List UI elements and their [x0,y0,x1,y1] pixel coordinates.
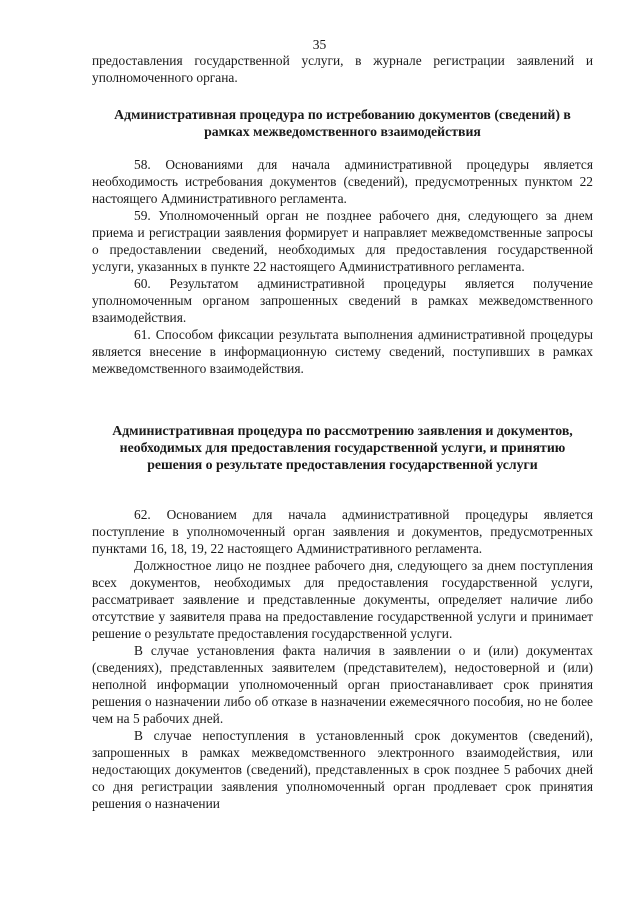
section-body-review [92,506,593,812]
paragraph-suspension: В случае установления факта наличия в заявлении о и (или) документах (сведениях), представленных заявителем (представителем), недостоверной и (или) неполной информации уполномоченный орган приостанавливает срок принятия решения о назначении либо об отказе в назначении ежемесячного пособия, но не более чем на 5 рабочих дней. [92,643,593,726]
paragraph-58: 58. Основаниями для начала административной процедуры является необходимость истребования документов (сведений), предусмотренных пунктом 22 настоящего Административного регламента. [92,157,593,206]
section-body-interagency [92,156,593,377]
section-heading-review: Административная процедура по рассмотрению заявления и документов, необходимых для предоставления государственной услуги, и принятию решения о результате предоставления государственной услуги [112,423,573,472]
intro-paragraph: предоставления государственной услуги, в журнале регистрации заявлений и уполномоченного органа. [92,53,593,85]
paragraph-extension: В случае непоступления в установленный срок документов (сведений), запрошенных в рамках межведомственного электронного взаимодействия, или недостающих документов (сведений), представленных в срок позднее 5 рабочих дней со дня регистрации заявления уполномоченный орган продлевает срок принятия решения о назначении [92,728,593,811]
section-heading-interagency: Административная процедура по истребованию документов (сведений) в рамках межведомственного взаимодействия [114,107,571,139]
paragraph-62: 62. Основанием для начала административной процедуры является поступление в уполномоченный орган заявления и документов, предусмотренных пунктами 16, 18, 19, 22 настоящего Административного регламента. [92,507,593,556]
paragraph-61: 61. Способом фиксации результата выполнения административной процедуры является внесение в информационную систему сведений, поступивших в рамках межведомственного взаимодействия. [92,327,593,376]
paragraph-official-review: Должностное лицо не позднее рабочего дня, следующего за днем поступления всех документов, необходимых для предоставления государственной услуги, рассматривает заявление и представленные документы, определяет наличие либо отсутствие у заявителя права на предоставление государственной услуги и принимает решение о результате предоставления государственной услуги. [92,558,593,641]
intro-block [92,52,593,86]
paragraph-59: 59. Уполномоченный орган не позднее рабочего дня, следующего за днем приема и регистрации заявления формирует и направляет межведомственные запросы о предоставлении сведений, необходимых для предоставления государственной услуги, указанных в пункте 22 настоящего Административного регламента. [92,208,593,274]
page-number: 35 [312,37,327,52]
paragraph-60: 60. Результатом административной процедуры является получение уполномоченным органом запрошенных сведений в рамках межведомственного взаимодействия. [92,276,593,325]
